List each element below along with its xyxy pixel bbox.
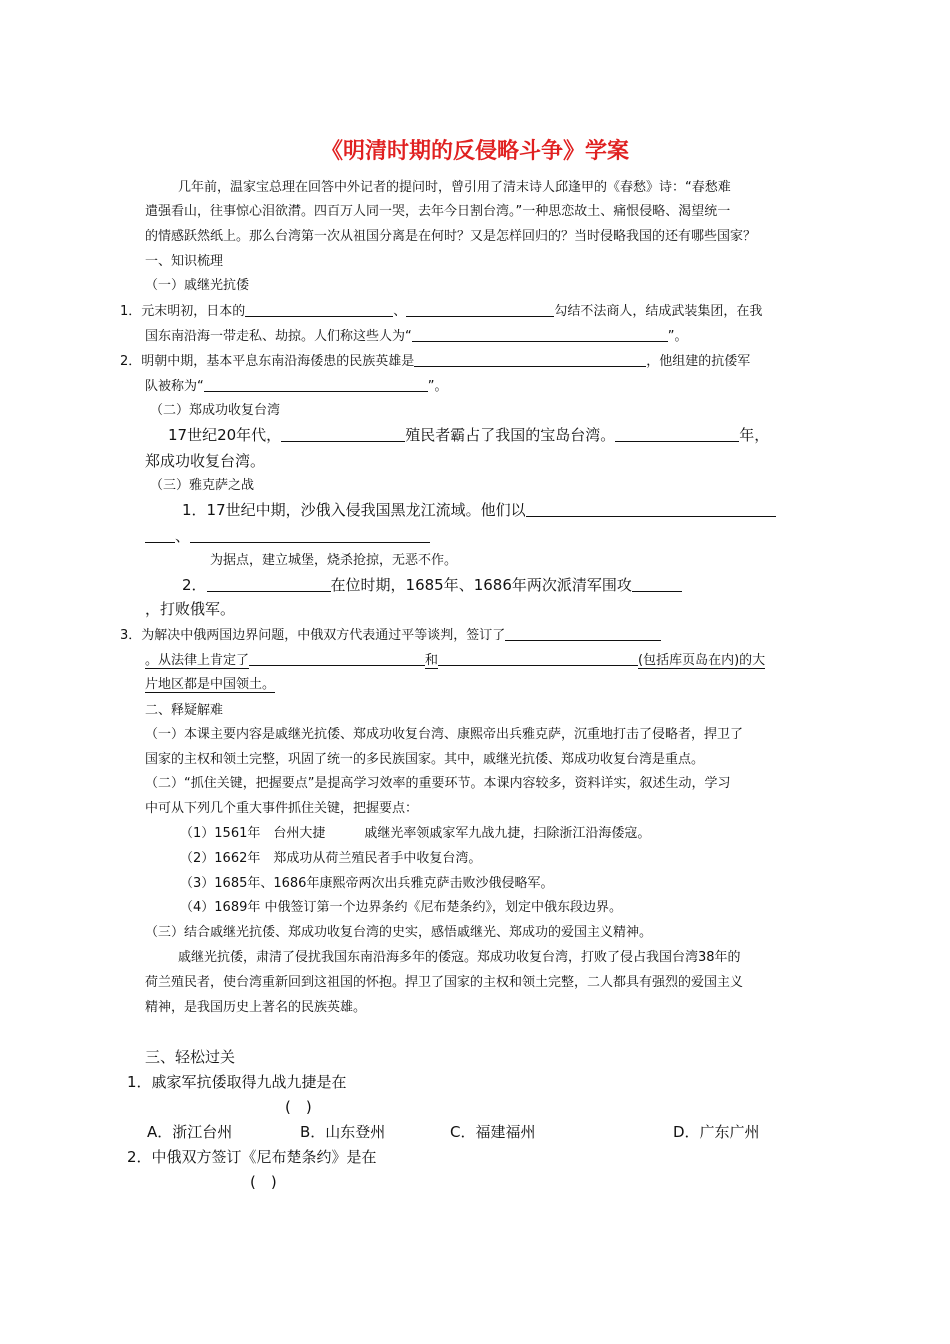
part2-text-b: 殖民者霸占了我国的宝岛台湾。 <box>405 426 616 444</box>
q2-text-d: ”。 <box>427 379 448 394</box>
part3-q2-line2: ，打败俄军。 <box>145 600 236 618</box>
blank-field[interactable] <box>249 652 425 666</box>
event-item: （2）1662年 郑成功从荷兰殖民者手中收复台湾。 <box>180 851 482 866</box>
part2-line2: 郑成功收复台湾。 <box>145 452 266 470</box>
part2-text-c: 年， <box>739 426 770 444</box>
section2-p4-line2: 荷兰殖民者，使台湾重新回到这祖国的怀抱。捍卫了国家的主权和领土完整，二人都具有强烈的爱国主义 <box>145 975 744 990</box>
option-d[interactable]: D．广东广州 <box>673 1123 760 1141</box>
q3-number: 3． <box>120 628 142 643</box>
part3-q2-line1 <box>182 576 682 594</box>
part3-q3-line2 <box>145 652 765 669</box>
part1-heading: （一）戚继光抗倭 <box>145 278 250 293</box>
q3-text-c: 和 <box>425 653 439 668</box>
section3-heading: 三、轻松过关 <box>145 1048 236 1066</box>
part1-q2-line2 <box>145 378 448 395</box>
q3-text-e: 片地区都是中国领土。 <box>145 677 276 692</box>
part1-q1-line1 <box>120 303 762 320</box>
page-title: 《明清时期的反侵略斗争》学案 <box>320 139 629 164</box>
part3-q3-line1 <box>120 627 661 644</box>
intro-line-1: 几年前，温家宝总理在回答中外记者的提问时，曾引用了清末诗人邱逢甲的《春愁》诗：“春愁难 <box>178 180 731 195</box>
blank-field[interactable] <box>145 527 175 543</box>
blank-field[interactable] <box>281 426 405 442</box>
section2-p1-line1: （一）本课主要内容是戚继光抗倭、郑成功收复台湾、康熙帝出兵雅克萨，沉重地打击了侵略者，捍卫了 <box>145 727 744 742</box>
section2-p1-line2: 国家的主权和领土完整，巩固了统一的多民族国家。其中，戚继光抗倭、郑成功收复台湾是重点。 <box>145 752 705 767</box>
part3-q1-line3: 为据点，建立城堡，烧杀抢掠，无恶不作。 <box>210 553 458 568</box>
blank-field[interactable] <box>438 652 638 666</box>
q1-text-b: 、 <box>393 304 407 319</box>
answer-parentheses[interactable]: ( ) <box>250 1173 277 1191</box>
section2-heading: 二、释疑解难 <box>145 703 224 718</box>
blank-field[interactable] <box>414 353 646 367</box>
part2-text-a: 17世纪20年代， <box>168 426 282 444</box>
part3-q1-line1 <box>182 501 776 519</box>
q3-text-d: (包括库页岛在内)的大 <box>638 653 766 668</box>
q2-text-b: ，他组建的抗倭军 <box>646 354 751 369</box>
part3-q1-line2 <box>145 527 430 545</box>
part3-q1-text-a: 1．17世纪中期，沙俄入侵我国黑龙江流域。他们以 <box>182 501 526 519</box>
intro-line-3: 的情感跃然纸上。那么台湾第一次从祖国分离是在何时？又是怎样回归的？当时侵略我国的还有哪些国家？ <box>145 229 757 244</box>
blank-field[interactable] <box>204 378 428 392</box>
answer-parentheses[interactable]: ( ) <box>285 1098 312 1116</box>
q3-text-a: 为解决中俄两国边界问题，中俄双方代表通过平等谈判，签订了 <box>141 628 506 643</box>
blank-field[interactable] <box>190 527 430 543</box>
q2-number: 2． <box>120 354 142 369</box>
event-item: （4）1689年 中俄签订第一个边界条约《尼布楚条约》，划定中俄东段边界。 <box>180 900 622 915</box>
option-a[interactable]: A．浙江台州 <box>147 1123 233 1141</box>
event-item: （3）1685年、1686年康熙帝两次出兵雅克萨击败沙俄侵略军。 <box>180 876 554 891</box>
part3-q3-line3 <box>145 677 275 693</box>
part1-q2-line1 <box>120 353 750 370</box>
part2-line1 <box>168 426 769 444</box>
option-c[interactable]: C．福建福州 <box>450 1123 536 1141</box>
q1-text-d: 国东南沿海一带走私、劫掠。人们称这些人为“ <box>145 329 412 344</box>
intro-line-2: 遣强看山，往事惊心泪欲潸。四百万人同一哭，去年今日割台湾。”一种思恋故土、痛恨侵略、渴望统一 <box>145 204 731 219</box>
q3-text-b: 。从法律上肯定了 <box>145 653 250 668</box>
section1-heading: 一、知识梳理 <box>145 254 224 269</box>
part3-q2-text-b: 在位时期，1685年、1686年两次派清军围攻 <box>330 576 632 594</box>
blank-field[interactable] <box>245 303 393 317</box>
blank-field[interactable] <box>632 576 682 592</box>
option-b[interactable]: B．山东登州 <box>300 1123 386 1141</box>
part3-q1-text-b: 、 <box>175 527 191 545</box>
part2-heading: （二）郑成功收复台湾 <box>150 403 281 418</box>
event-item: （1）1561年 台州大捷 戚继光率领戚家军九战九捷，扫除浙江沿海倭寇。 <box>180 826 651 841</box>
section2-p3: （三）结合戚继光抗倭、郑成功收复台湾的史实，感悟戚继光、郑成功的爱国主义精神。 <box>145 925 653 940</box>
section2-p2-line2: 中可从下列几个重大事件抓住关键，把握要点： <box>145 801 419 816</box>
q1-text-a: 元末明初，日本的 <box>141 304 246 319</box>
section2-p4-line3: 精神，是我国历史上著名的民族英雄。 <box>145 1000 367 1015</box>
section2-p2-line1: （二）“抓住关键，把握要点”是提高学习效率的重要环节。本课内容较多，资料详实，叙述生动，学习 <box>145 776 731 791</box>
question-2: 2．中俄双方签订《尼布楚条约》是在 <box>127 1148 377 1166</box>
question-1: 1．戚家军抗倭取得九战九捷是在 <box>127 1073 347 1091</box>
blank-field[interactable] <box>412 328 668 342</box>
blank-field[interactable] <box>207 576 331 592</box>
q1-number: 1． <box>120 304 142 319</box>
q2-text-c: 队被称为“ <box>145 379 204 394</box>
blank-field[interactable] <box>615 426 739 442</box>
section2-p4-line1: 戚继光抗倭，肃清了侵扰我国东南沿海多年的倭寇。郑成功收复台湾，打败了侵占我国台湾38年的 <box>178 950 741 965</box>
q1-text-c: 勾结不法商人，结成武装集团，在我 <box>554 304 763 319</box>
q1-text-e: ”。 <box>667 329 688 344</box>
blank-field[interactable] <box>406 303 554 317</box>
q2-text-a: 明朝中期，基本平息东南沿海倭患的民族英雄是 <box>141 354 415 369</box>
blank-field[interactable] <box>526 501 776 517</box>
part3-q2-text-a: 2． <box>182 576 207 594</box>
blank-field[interactable] <box>505 627 661 641</box>
part1-q1-line2 <box>145 328 688 345</box>
part3-heading: （三）雅克萨之战 <box>150 478 255 493</box>
